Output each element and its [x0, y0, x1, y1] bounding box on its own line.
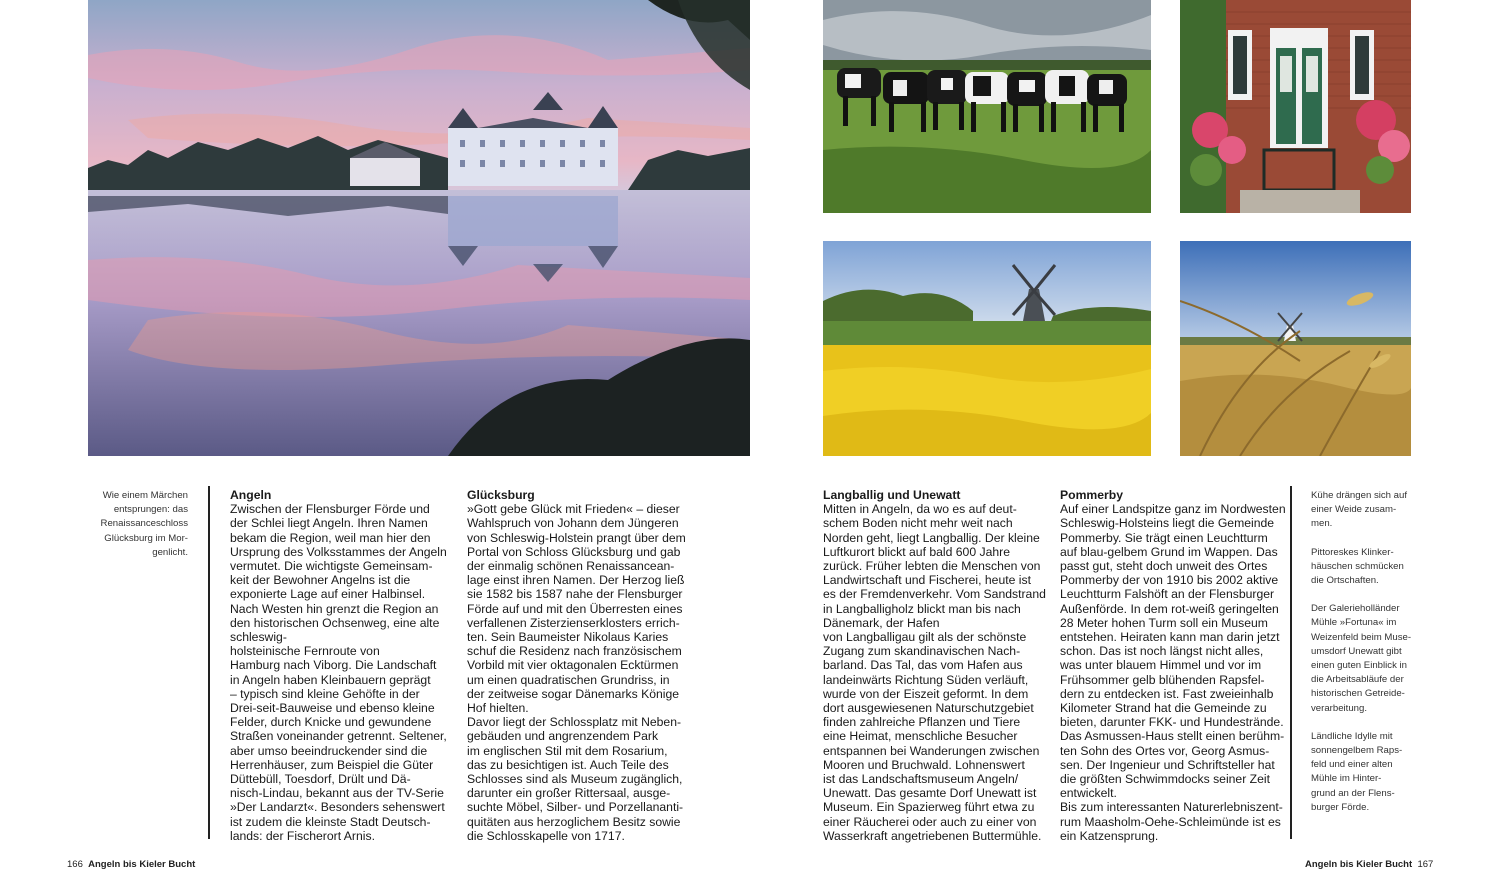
text-line: »Der Landarzt«. Besonders sehenswert	[230, 800, 445, 815]
text-line: von Schleswig-Holstein prangt über dem	[467, 530, 686, 545]
text-line: landeinwärts Richtung Süden verläuft,	[823, 672, 1029, 687]
caption-line: die Arbeitsabläufe der	[1311, 674, 1404, 686]
text-line: Portal von Schloss Glücksburg und gab	[467, 544, 681, 559]
text-line: dern zu entdecken ist. Fast zweieinhalb	[1060, 686, 1274, 701]
caption-line: verarbeitung.	[1311, 702, 1367, 714]
caption-line: Kühe drängen sich auf	[1311, 490, 1408, 501]
caption-line: feld und einer alten	[1311, 759, 1393, 771]
text-line: ten. Sein Baumeister Nikolaus Karies	[467, 630, 669, 645]
text-line: die Schlosskapelle von 1717.	[467, 828, 625, 843]
text-line: den historischen Ochsenweg, eine alte	[230, 615, 440, 630]
text-line: eine Heimat, menschliche Besucher	[823, 729, 1018, 744]
text-line: Herrenhäuser, zum Beispiel die Güter	[230, 757, 434, 772]
caption-line: Pittoreskes Klinker-	[1311, 546, 1394, 558]
text-line: bekam die Region, weil man hier den	[230, 530, 431, 545]
text-line: dort ausgewiesenen Naturschutzgebiet	[823, 701, 1034, 716]
text-line: Außenförde. In dem rot-weiß geringelten	[1060, 601, 1279, 616]
text-line: »Gott gebe Glück mit Frieden« – dieser	[467, 502, 680, 517]
text-line: barland. Das Tal, das vom Hafen aus	[823, 658, 1023, 673]
text-line: Mooren und Bruchwald. Lohnenswert	[823, 757, 1025, 772]
langballig-heading: Langballig und Unewatt	[823, 488, 961, 502]
text-line: der zeitweise sogar Dänemarks Könige	[467, 686, 680, 701]
text-line: Das Asmussen-Haus stellt einen berühm-	[1060, 729, 1285, 744]
text-line: ein Katzensprung.	[1060, 828, 1159, 843]
text-line: quitäten aus herzoglichem Besitz sowie	[467, 814, 681, 829]
text-line: rum Maasholm-Oehe-Schleimünde ist es	[1060, 814, 1281, 829]
caption-line: entsprungen: das	[113, 504, 188, 516]
text-line: Mitten in Angeln, da wo es auf deut-	[823, 502, 1017, 517]
pommerby-body	[1060, 502, 1286, 843]
text-line: lands: der Fischerort Arnis.	[230, 828, 375, 843]
text-line: aber umso beeindruckender sind die	[230, 743, 428, 758]
text-line: um einen quadratischen Grundriss, in	[467, 672, 670, 687]
caption-line: Ländliche Idylle mit	[1311, 730, 1393, 742]
pommerby-column	[1060, 488, 1286, 843]
text-line: Museum. Ein Spazierweg führt etwa zu	[823, 800, 1035, 815]
running-title-left: Angeln bis Kieler Bucht	[88, 859, 196, 870]
text-line: nisch-Lindau, bekannt aus der TV-Serie	[230, 786, 444, 801]
text-line: Düttebüll, Toesdorf, Drült und Dä-	[230, 772, 411, 787]
text-line: Luftkurort blickt auf bald 600 Jahre	[823, 544, 1010, 559]
angeln-heading: Angeln	[230, 488, 272, 502]
brick-house-photo	[1180, 0, 1411, 213]
text-line: ist das Landschaftsmuseum Angeln/	[823, 772, 1019, 787]
text-line: Förde auf und mit den Überresten eines	[467, 601, 683, 616]
text-line: Ursprung des Volksstammes der Angeln	[230, 544, 447, 559]
text-line: sen. Der Ingenieur und Schriftsteller hat	[1060, 757, 1275, 772]
text-line: schon. Das ist noch längst nicht alles,	[1060, 644, 1264, 659]
text-line: die größten Schwimmdocks seiner Zeit	[1060, 772, 1270, 787]
running-title-right: Angeln bis Kieler Bucht	[1305, 859, 1413, 870]
text-line: – typisch sind kleine Gehöfte in der	[230, 686, 420, 701]
page-number-right: 167	[1417, 859, 1434, 870]
text-line: Davor liegt der Schlossplatz mit Neben-	[467, 715, 682, 730]
text-line: das zu besichtigen ist. Auch Teile des	[467, 757, 669, 772]
text-line: von Langballigau gilt als der schönste	[823, 630, 1027, 645]
langballig-body	[823, 502, 1046, 843]
text-line: Nach Westen hin grenzt die Region an	[230, 601, 439, 616]
text-line: Norden geht, liegt Langballig. Der kleine	[823, 530, 1040, 545]
right-caption-rule	[1290, 486, 1292, 839]
caption-line: Der Galerieholländer	[1311, 603, 1400, 615]
right-captions	[1311, 489, 1413, 829]
text-line: entwickelt.	[1060, 786, 1117, 801]
text-line: Hamburg nach Viborg. Die Landschaft	[230, 658, 437, 673]
caption-line: men.	[1311, 518, 1333, 530]
caption-line: Renaissanceschloss	[100, 518, 188, 530]
caption-line: einer Weide zusam-	[1311, 504, 1397, 516]
left-caption-rule	[208, 486, 210, 839]
text-line: Auf einer Landspitze ganz im Nordwesten	[1060, 502, 1286, 517]
text-line: wurde von der Eiszeit geformt. In dem	[823, 686, 1029, 701]
text-line: auf blau-gelbem Grund im Wappen. Das	[1060, 544, 1278, 559]
text-line: vermutet. Die wichtigste Gemeinsam-	[230, 559, 433, 574]
caption-line: historischen Getreide-	[1311, 688, 1405, 700]
text-line: 28 Meter hohen Turm soll ein Museum	[1060, 615, 1268, 630]
castle-caption	[86, 489, 188, 574]
text-line: ist zudem die kleinste Stadt Deutsch-	[230, 814, 431, 829]
text-line: Frühsommer gelb blühenden Rapsfel-	[1060, 672, 1265, 687]
wheat-windmill-caption	[1311, 602, 1413, 716]
text-line: sie 1582 bis 1587 nahe der Flensburger	[467, 587, 683, 602]
text-line: Schlosses sind als Museum zugänglich,	[467, 772, 683, 787]
caption-line: die Ortschaften.	[1311, 575, 1379, 587]
caption-line: häuschen schmücken	[1311, 560, 1404, 572]
text-line: entstehen. Heiraten kann man darin jetzt	[1060, 630, 1280, 645]
text-line: gebäuden und angrenzendem Park	[467, 729, 659, 744]
caption-line: Glücksburg im Mor-	[104, 532, 188, 544]
text-line: Zugang zum skandinavischen Nach-	[823, 644, 1021, 659]
gluecksburg-column	[467, 488, 686, 843]
caption-line: grund an der Flens-	[1311, 787, 1395, 799]
text-line: bieten, darunter FKK- und Hundestrände.	[1060, 715, 1284, 730]
text-line: verfallenen Zisterzienserklosters errich-	[467, 615, 680, 630]
text-line: suchte Möbel, Silber- und Porzellananti-	[467, 800, 684, 815]
gluecksburg-heading: Glücksburg	[467, 488, 535, 502]
caption-line: umsdorf Unewatt gibt	[1311, 645, 1402, 657]
text-line: Unewatt. Das gesamte Dorf Unewatt ist	[823, 786, 1037, 801]
text-line: im englischen Stil mit dem Rosarium,	[467, 743, 668, 758]
text-line: Vorbild mit vier oktagonalen Ecktürmen	[467, 658, 679, 673]
text-line: finden zahlreiche Pflanzen und Tiere	[823, 715, 1021, 730]
angeln-column	[230, 488, 447, 843]
text-line: Straßen voneinander getrennt. Seltener,	[230, 729, 447, 744]
caption-line: Weizenfeld beim Muse-	[1311, 631, 1412, 643]
text-line: in Angeln haben Kleinbauern geprägt	[230, 672, 431, 687]
text-line: holsteinische Fernroute von	[230, 644, 380, 659]
rapeseed-windmill-photo	[823, 241, 1151, 456]
text-line: passt gut, steht doch unweit des Ortes	[1060, 559, 1268, 574]
text-line: Felder, durch Knicke und gewundene	[230, 715, 432, 730]
caption-line: Mühle im Hinter-	[1311, 773, 1382, 785]
text-line: Pommerby der von 1910 bis 2002 aktive	[1060, 573, 1279, 588]
text-line: Landwirtschaft und Fischerei, heute ist	[823, 573, 1031, 588]
cows-caption	[1311, 489, 1413, 532]
text-line: einer Räucherei oder auch zu einer von	[823, 814, 1037, 829]
cows-photo	[823, 0, 1151, 213]
text-line: zurück. Früher lebten die Menschen von	[823, 559, 1041, 574]
caption-line: einen guten Einblick in	[1311, 660, 1408, 672]
page-number-left: 166	[67, 859, 83, 870]
text-line: Drei-seit-Bauweise und ebenso kleine	[230, 701, 435, 716]
caption-line: genlicht.	[152, 546, 188, 558]
rapeseed-windmill-caption	[1311, 730, 1413, 815]
left-folio	[67, 859, 195, 871]
text-line: der Schlei liegt Angeln. Ihren Namen	[230, 516, 428, 531]
text-line: Hof hielten.	[467, 701, 529, 716]
text-line: lage einst ihren Namen. Der Herzog ließ	[467, 573, 685, 588]
gluecksburg-body	[467, 502, 686, 843]
text-line: Pommerby. Sie trägt einen Leuchtturm	[1060, 530, 1268, 545]
right-folio	[1305, 859, 1433, 871]
text-line: Schleswig-Holsteins liegt die Gemeinde	[1060, 516, 1275, 531]
text-line: Wahlspruch von Johann dem Jüngeren	[467, 516, 679, 531]
text-line: Dänemark, der Hafen	[823, 615, 940, 630]
caption-line: burger Förde.	[1311, 801, 1370, 813]
text-line: keit der Bewohner Angelns ist die	[230, 573, 411, 588]
brick-house-caption	[1311, 546, 1413, 589]
text-line: es der Fremdenverkehr. Vom Sandstrand	[823, 587, 1046, 602]
text-line: Kilometer Strand hat die Gemeinde zu	[1060, 701, 1267, 716]
text-line: in Langballigholz blickt man bis nach	[823, 601, 1021, 616]
text-line: schuf die Residenz nach französischem	[467, 644, 682, 659]
caption-line: sonnengelbem Raps-	[1311, 745, 1403, 757]
langballig-column	[823, 488, 1046, 843]
text-line: ten Sohn des Ortes vor, Georg Asmus-	[1060, 743, 1270, 758]
text-line: Zwischen der Flensburger Förde und	[230, 502, 430, 517]
text-line: exponierte Lage auf einer Halbinsel.	[230, 587, 426, 602]
wheat-windmill-photo	[1180, 241, 1411, 456]
text-line: schem Boden nicht mehr weit nach	[823, 516, 1013, 531]
caption-line: Wie einem Märchen	[102, 490, 188, 501]
text-line: schleswig-	[230, 630, 287, 645]
angeln-body	[230, 502, 447, 843]
text-line: Wasserkraft angetriebenen Buttermühle.	[823, 828, 1042, 843]
castle-photo	[88, 0, 750, 456]
caption-line: Mühle »Fortuna« im	[1311, 617, 1397, 629]
text-line: der einmalig schönen Renaissancean-	[467, 559, 675, 574]
text-line: Bis zum interessanten Naturerlebniszent-	[1060, 800, 1283, 815]
text-line: entspannen bei Wanderungen zwischen	[823, 743, 1040, 758]
pommerby-heading: Pommerby	[1060, 488, 1123, 502]
text-line: was unter blauem Himmel und vor im	[1060, 658, 1262, 673]
text-line: Leuchtturm Falshöft an der Flensburger	[1060, 587, 1275, 602]
text-line: darunter ein großer Rittersaal, ausge-	[467, 786, 671, 801]
